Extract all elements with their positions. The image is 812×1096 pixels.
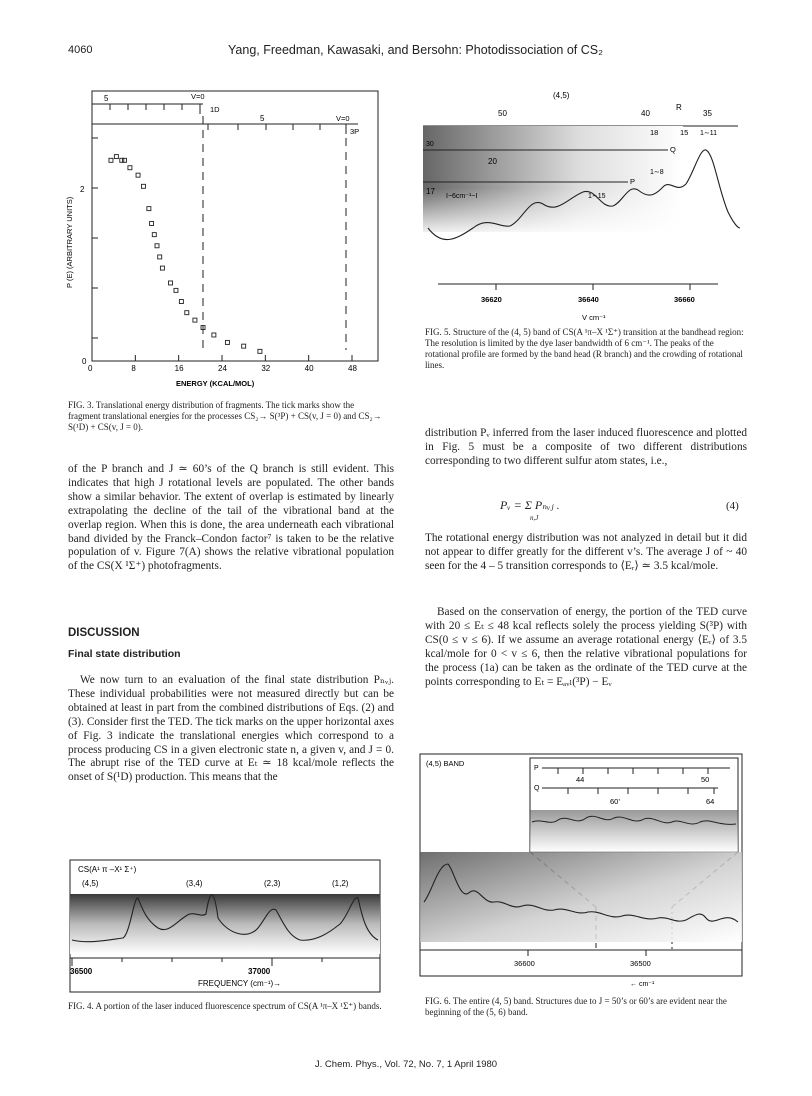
fig3-top-v0: V=0 <box>191 92 205 101</box>
fig3-y-0: 0 <box>82 357 87 366</box>
fig3-low-3p: 3P <box>350 127 360 136</box>
fig3-data-point <box>242 344 246 348</box>
fig3-low-5: 5 <box>260 114 265 123</box>
fig4-band-34: (3,4) <box>186 879 203 888</box>
fig3-xlabel: ENERGY (KCAL/MOL) <box>176 379 255 388</box>
fig6-p44: 44 <box>576 775 585 784</box>
fig3-data-point <box>185 311 189 315</box>
fig5-r18: 18 <box>650 128 659 137</box>
fig5-title: (4,5) <box>553 91 570 100</box>
fig5-p17: 17 <box>426 187 435 196</box>
fig3-data-point <box>114 155 118 159</box>
fig3-data-point <box>155 244 159 248</box>
subsection-final-state: Final state distribution <box>68 648 181 660</box>
fig5-q-label: Q <box>670 145 676 154</box>
left-column-text <box>68 463 394 584</box>
fig5-q30: 30 <box>426 141 434 148</box>
fig6-p50: 50 <box>701 775 710 784</box>
fig5-x1: 36620 <box>481 295 502 304</box>
journal-footer: J. Chem. Phys., Vol. 72, No. 7, 1 April 1980 <box>314 1059 498 1070</box>
left-paragraph-2: We now turn to an evaluation of the final state distribution Pₙᵥⱼ. These individual probabilities were not measured directly but can be obtained at least in part from the combined distributions of Eqs. (2) and (3). Consider first the TED. The tick marks on the upper horizontal axes of Fig. 3 indicate the translational energies which correspond to a process producing CS in a given electronic state n, a given v, and J = 0. The abrupt rise of the TED curve at Eₜ ≃ 18 kcal/mole reflects the onset of S(¹D) production. This means that the <box>68 674 394 784</box>
fig3-top-5: 5 <box>104 94 109 103</box>
fig4-caption: FIG. 4. A portion of the laser induced fluorescence spectrum of CS(A ¹π–X ¹Σ⁺) bands. <box>68 1001 382 1011</box>
fig6-x2: 36500 <box>630 959 651 968</box>
fig3-xtick-label: 8 <box>131 364 136 373</box>
fig4-x2: 37000 <box>248 967 271 976</box>
fig5-r15: 15 <box>680 128 689 137</box>
fig4-band-45: (4,5) <box>82 879 99 888</box>
right-paragraph-3: Based on the conservation of energy, the portion of the TED curve with 20 ≤ Eₜ ≤ 48 kcal reflects solely the process yielding S(³P) with CS(0 ≤ v ≤ 6). If we assume an average rotational energy ⟨Eᵣ⟩ of 3.5 kcal/mole for 0 < v ≤ 6, then the relative vibrational populations for the process (1a) can be taken as the ordinate of the TED curve at the points corresponding to Eₜ = Eₐᵥₗ(³P) − Eᵥ <box>425 606 747 688</box>
equation-4-subscript: n,J <box>530 514 539 522</box>
fig3-xtick-label: 48 <box>348 364 357 373</box>
figure-6 <box>418 752 748 992</box>
fig3-data-point <box>225 340 229 344</box>
fig4-xlabel: FREQUENCY (cm⁻¹)→ <box>198 979 282 988</box>
fig3-data-point <box>147 207 151 211</box>
fig3-data-point <box>212 333 216 337</box>
fig5-caption: FIG. 5. Structure of the (4, 5) band of CS(A ¹π–X ¹Σ⁺) transition at the bandhead region: The resolution is limited by the dye laser bandwidth of 6 cm⁻¹. The peaks of the rotational profile are formed by the band head (R branch) and the crowding of rotational lines. <box>425 327 744 370</box>
fig3-data-point <box>128 166 132 170</box>
fig4-band-12: (1,2) <box>332 879 349 888</box>
fig6-q60: 60’ <box>610 797 621 806</box>
fig3-data-point <box>120 158 124 162</box>
fig3-xtick-label: 0 <box>88 364 93 373</box>
fig3-data-point <box>193 318 197 322</box>
figure-3 <box>58 88 383 388</box>
fig6-q-label: Q <box>534 785 540 792</box>
fig6-q64: 64 <box>706 797 715 806</box>
fig5-x3: 36660 <box>674 295 695 304</box>
fig3-data-point <box>136 173 140 177</box>
fig3-y-2: 2 <box>80 185 85 194</box>
right-paragraph-2: The rotational energy distribution was not analyzed in detail but it did not appear to differ greatly for the different v’s. The average J of ~ 40 seen for the 4 – 5 transition corresponds to ⟨Eᵣ⟩ ≃ 3.5 kcal/mole. <box>425 532 747 572</box>
fig4-x1: 36500 <box>70 967 93 976</box>
fig3-data-point <box>158 255 162 259</box>
fig3-data-point <box>174 288 178 292</box>
fig3-xtick-label: 40 <box>304 364 314 373</box>
figure-4 <box>68 858 388 998</box>
fig5-p1-15: 1∼15 <box>588 193 606 200</box>
fig3-data-point <box>141 184 145 188</box>
page-number: 4060 <box>68 44 93 56</box>
fig5-p-label: P <box>630 177 636 186</box>
fig5-q20: 20 <box>488 157 497 166</box>
fig3-xtick-label: 16 <box>174 364 184 373</box>
equation-4: Pᵥ = Σ Pₙᵥⱼ . <box>500 498 560 512</box>
fig5-r40: 40 <box>641 109 650 118</box>
fig3-data-point <box>258 349 262 353</box>
fig3-data-point <box>123 158 127 162</box>
fig5-r1-11: 1∼11 <box>700 130 718 137</box>
fig5-resolution: I−6cm⁻¹−I <box>446 193 478 200</box>
fig5-r50: 50 <box>498 109 507 118</box>
equation-4-number: (4) <box>726 500 739 512</box>
fig5-xunit: V cm⁻¹ <box>582 313 606 322</box>
fig3-data-point <box>152 233 156 237</box>
fig6-band-label: (4,5) BAND <box>426 759 465 768</box>
fig3-data-point <box>179 300 183 304</box>
fig3-data-point <box>109 158 113 162</box>
running-title: Yang, Freedman, Kawasaki, and Bersohn: Photodissociation of CS₂ <box>228 43 603 57</box>
fig5-r-label: R <box>676 103 682 112</box>
fig6-p-label: P <box>534 765 539 772</box>
fig3-data-point <box>169 281 173 285</box>
fig6-x1: 36600 <box>514 959 535 968</box>
figure-5 <box>418 88 748 323</box>
fig3-low-v0: V=0 <box>336 114 350 123</box>
fig3-ylabel: P (E) (ARBITRARY UNITS) <box>65 196 74 288</box>
fig3-xtick-label: 24 <box>218 364 227 373</box>
fig3-data-point <box>150 221 154 225</box>
left-paragraph-1: of the P branch and J ≃ 60’s of the Q branch is still evident. This indicates that high J rotational levels are populated. The other bands show a similar behavior. The extent of overlap is estimated by linearly extrapolating the decline of the tail of the vibrational band at the overlap region. When this is done, the area underneath each vibrational band divided by the Franck–Condon factor⁷ is taken to be the relative population of v. Figure 7(A) shows the relative vibrational population of the CS(X ¹Σ⁺) photofragments. <box>68 463 394 573</box>
fig5-x2: 36640 <box>578 295 599 304</box>
fig6-xunit: ← cm⁻¹ <box>630 981 655 988</box>
fig6-caption: FIG. 6. The entire (4, 5) band. Structures due to J = 50’s or 60’s are evident near the beginning of the (5, 6) band. <box>425 996 727 1017</box>
right-paragraph-1: distribution Pᵥ inferred from the laser induced fluorescence and plotted in Fig. 5 must be a composite of two different distributions corresponding to two different sulfur atom states, i.e., <box>425 427 747 467</box>
fig3-xtick-label: 32 <box>261 364 271 373</box>
fig3-caption: FIG. 3. Translational energy distribution of fragments. The tick marks show the fragment translational energies for the processes CS₂→ S(³P) + CS(v, J = 0) and CS₂→ S(¹D) + CS(v, J = 0). <box>68 400 382 432</box>
fig5-q1-8: 1∼8 <box>650 169 664 176</box>
fig3-top-1d: 1D <box>210 105 220 114</box>
fig3-data-point <box>160 266 164 270</box>
fig4-band-23: (2,3) <box>264 879 281 888</box>
fig5-r35: 35 <box>703 109 712 118</box>
fig4-title: CS(A¹ π –X¹ Σ⁺) <box>78 865 137 874</box>
section-discussion: DISCUSSION <box>68 627 140 639</box>
